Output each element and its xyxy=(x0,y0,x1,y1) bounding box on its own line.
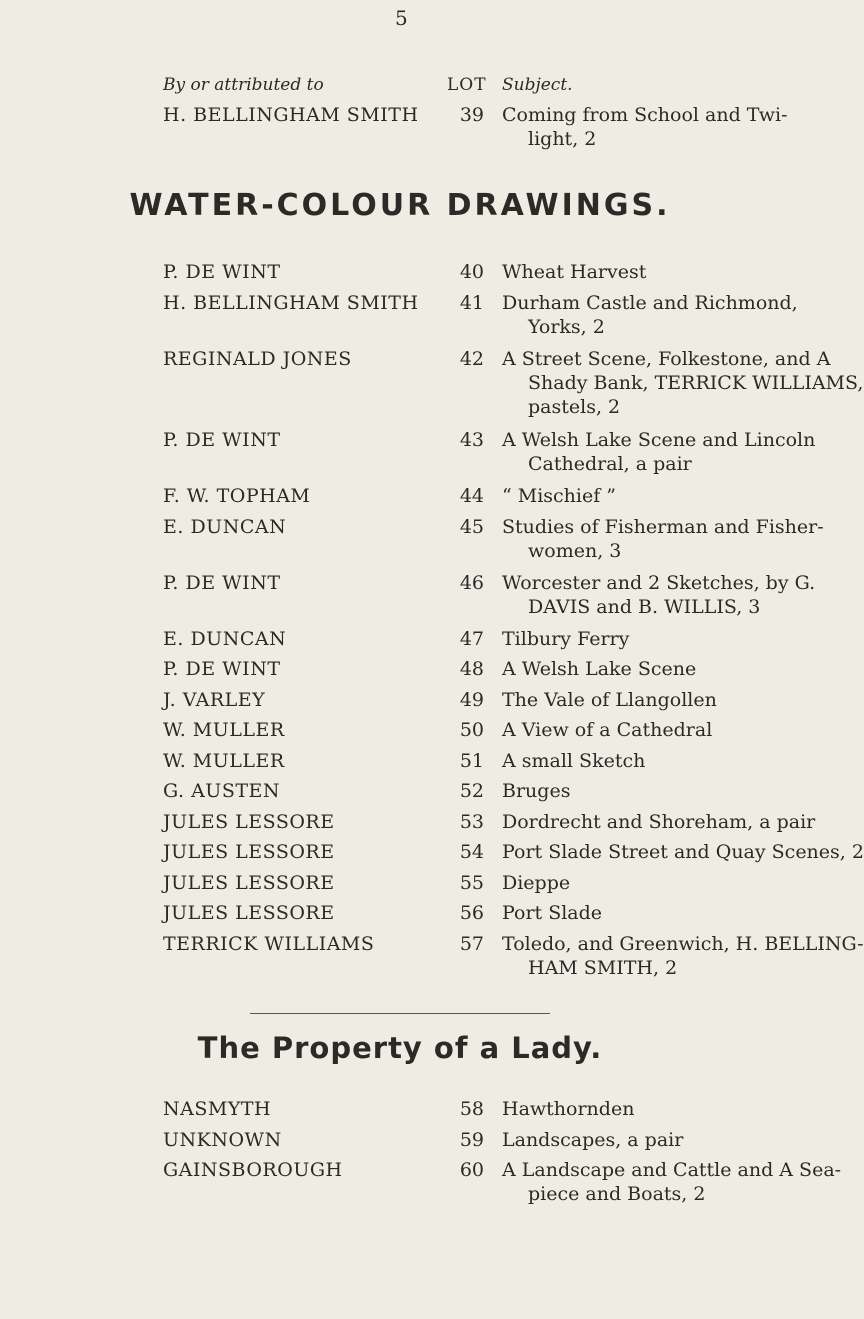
lot-number: 55 xyxy=(459,871,484,894)
lot-number: 39 xyxy=(459,104,484,126)
subject-line: Toledo, and Greenwich, H. BELLING- xyxy=(502,932,864,955)
lot-number: 47 xyxy=(459,627,484,650)
subject-line: Tilbury Ferry xyxy=(502,627,630,650)
artist-name: H. BELLINGHAM SMITH xyxy=(163,104,419,126)
subject-line: HAM SMITH, 2 xyxy=(528,956,678,979)
lot-number: 48 xyxy=(459,658,484,680)
section-divider xyxy=(250,1013,550,1014)
lot-number: 51 xyxy=(459,749,484,772)
artist-name: TERRICK WILLIAMS xyxy=(163,932,375,955)
artist-name: UNKNOWN xyxy=(163,1128,282,1151)
lot-number: 60 xyxy=(459,1159,484,1181)
lot-number: 59 xyxy=(459,1128,484,1151)
subject-line: A Landscape and Cattle and A Sea- xyxy=(502,1159,842,1181)
subject-line: A Welsh Lake Scene and Lincoln xyxy=(502,429,816,451)
lot-subject xyxy=(502,428,816,476)
subject-line: Dieppe xyxy=(502,871,571,894)
lot-subject xyxy=(502,1158,842,1206)
subject-line: pastels, 2 xyxy=(528,395,621,418)
subject-line: A Welsh Lake Scene xyxy=(502,658,697,680)
artist-name: JULES LESSORE xyxy=(163,871,335,894)
lot-number: 58 xyxy=(459,1098,484,1120)
subject-line: light, 2 xyxy=(528,128,597,150)
lot-number: 40 xyxy=(459,261,484,283)
subject-line: A Street Scene, Folkestone, and A xyxy=(502,347,831,370)
lot-subject xyxy=(502,718,787,742)
subject-column-header: Subject. xyxy=(502,75,573,95)
lot-subject xyxy=(502,932,864,980)
artist-column-header: By or attributed to xyxy=(163,75,324,95)
artist-name: JULES LESSORE xyxy=(163,841,335,863)
artist-name: F. W. TOPHAM xyxy=(163,485,311,507)
artist-name: REGINALD JONES xyxy=(163,347,352,370)
lot-subject xyxy=(502,484,787,508)
artist-name: GAINSBOROUGH xyxy=(163,1159,343,1181)
artist-name: J. VARLEY xyxy=(163,688,266,711)
subject-line: Coming from School and Twi- xyxy=(502,104,788,126)
lot-column-header: LOT xyxy=(447,75,487,95)
subject-line: Shady Bank, TERRICK WILLIAMS, xyxy=(528,371,864,394)
artist-name: JULES LESSORE xyxy=(163,902,335,924)
lot-number: 56 xyxy=(459,902,484,924)
subject-line: Landscapes, a pair xyxy=(502,1128,684,1151)
section-title-property-of-lady: The Property of a Lady. xyxy=(197,1031,603,1065)
lot-subject xyxy=(502,657,787,681)
lot-number: 50 xyxy=(459,719,484,741)
subject-line: piece and Boats, 2 xyxy=(528,1183,706,1205)
page-number: 5 xyxy=(395,6,408,30)
lot-subject xyxy=(502,901,787,925)
artist-name: W. MULLER xyxy=(163,749,285,772)
lot-number: 57 xyxy=(459,932,484,955)
lot-subject xyxy=(502,515,824,563)
subject-line: The Vale of Llangollen xyxy=(502,688,717,711)
lot-subject xyxy=(502,688,787,712)
lot-subject xyxy=(502,260,787,284)
lot-subject xyxy=(502,291,798,339)
lot-subject xyxy=(502,871,787,895)
lot-number: 54 xyxy=(459,841,484,863)
lot-subject xyxy=(502,810,816,834)
lot-number: 52 xyxy=(459,780,484,802)
subject-line: Wheat Harvest xyxy=(502,261,647,283)
subject-line: Yorks, 2 xyxy=(528,315,605,338)
artist-name: E. DUNCAN xyxy=(163,627,287,650)
lot-number: 46 xyxy=(459,571,484,594)
subject-line: A View of a Cathedral xyxy=(502,719,713,741)
lot-number: 45 xyxy=(459,515,484,538)
subject-line: “ Mischief ” xyxy=(502,485,617,507)
lot-number: 49 xyxy=(459,688,484,711)
lot-subject xyxy=(502,1097,787,1121)
subject-line: Cathedral, a pair xyxy=(528,453,692,475)
lot-subject xyxy=(502,571,816,619)
lot-subject xyxy=(502,749,787,773)
artist-name: P. DE WINT xyxy=(163,571,281,594)
artist-name: W. MULLER xyxy=(163,719,285,741)
subject-line: Hawthornden xyxy=(502,1098,635,1120)
lot-number: 41 xyxy=(459,291,484,314)
artist-name: H. BELLINGHAM SMITH xyxy=(163,291,419,314)
subject-line: Bruges xyxy=(502,780,571,802)
artist-name: E. DUNCAN xyxy=(163,515,287,538)
artist-name: P. DE WINT xyxy=(163,429,281,451)
lot-number: 43 xyxy=(459,429,484,451)
lot-number: 44 xyxy=(459,485,484,507)
lot-subject xyxy=(502,1128,787,1152)
subject-line: Durham Castle and Richmond, xyxy=(502,291,798,314)
subject-line: DAVIS and B. WILLIS, 3 xyxy=(528,595,761,618)
lot-subject xyxy=(502,347,864,419)
artist-name: G. AUSTEN xyxy=(163,780,280,802)
lot-number: 42 xyxy=(459,347,484,370)
subject-line: A small Sketch xyxy=(502,749,646,772)
lot-subject xyxy=(502,779,787,803)
lot-number: 53 xyxy=(459,810,484,833)
subject-line: Port Slade Street and Quay Scenes, 2 xyxy=(502,841,864,863)
subject-line: Dordrecht and Shoreham, a pair xyxy=(502,810,816,833)
subject-line: Port Slade xyxy=(502,902,603,924)
artist-name: JULES LESSORE xyxy=(163,810,335,833)
artist-name: P. DE WINT xyxy=(163,658,281,680)
artist-name: NASMYTH xyxy=(163,1098,272,1120)
lot-subject xyxy=(502,103,787,151)
subject-line: women, 3 xyxy=(528,539,622,562)
artist-name: P. DE WINT xyxy=(163,261,281,283)
subject-line: Studies of Fisherman and Fisher- xyxy=(502,515,824,538)
subject-line: Worcester and 2 Sketches, by G. xyxy=(502,571,816,594)
section-title-watercolour: WATER-COLOUR DRAWINGS. xyxy=(129,188,671,223)
lot-subject xyxy=(502,627,787,651)
lot-subject xyxy=(502,840,864,864)
